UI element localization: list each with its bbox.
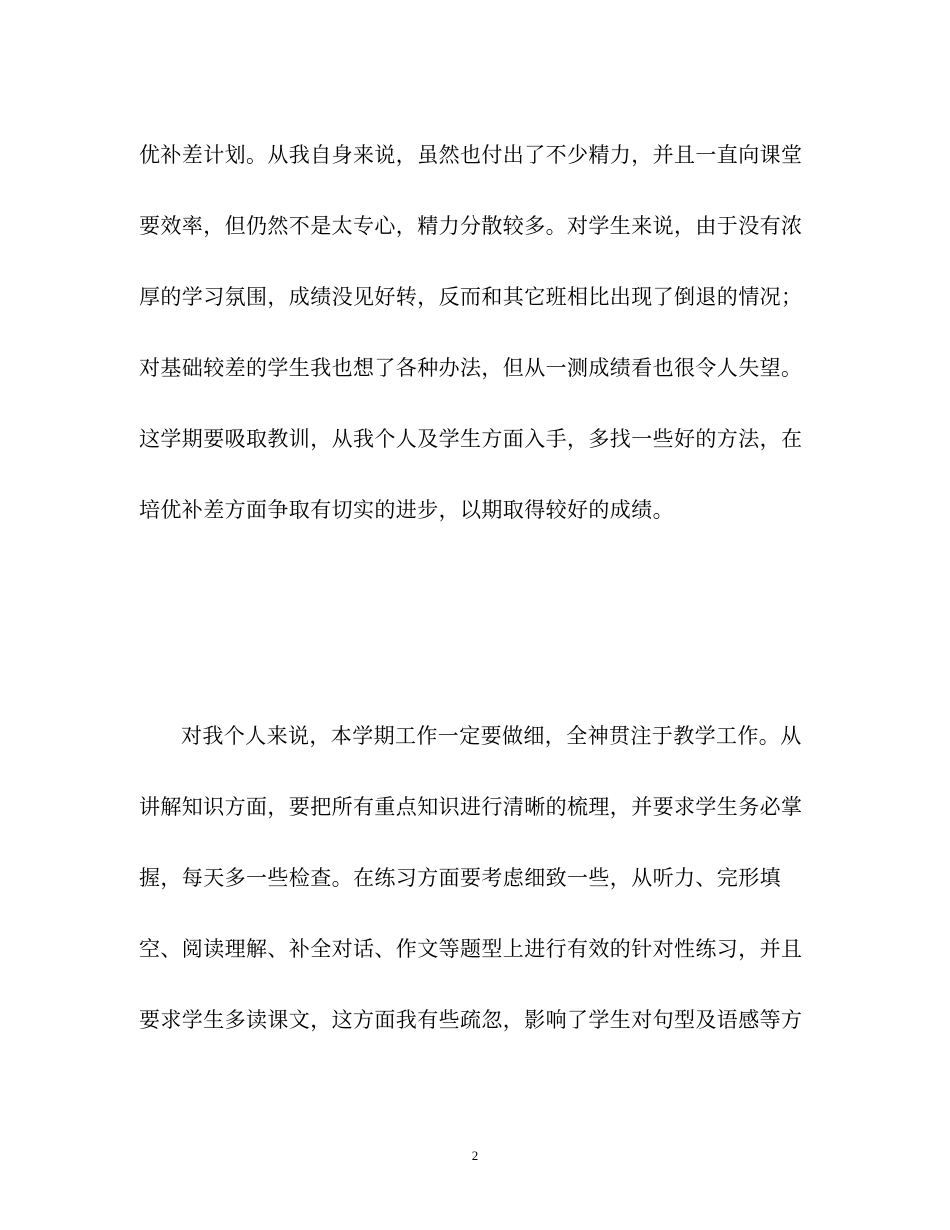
text-line: 厚的学习氛围，成绩没见好转，反而和其它班相比出现了倒退的情况； <box>139 285 803 309</box>
text-line: 对基础较差的学生我也想了各种办法，但从一测成绩看也很令人失望。 <box>139 356 803 380</box>
text-line: 这学期要吸取教训，从我个人及学生方面入手，多找一些好的方法，在 <box>139 427 803 451</box>
page-number: 2 <box>471 1148 479 1163</box>
text-line: 培优补差方面争取有切实的进步，以期取得较好的成绩。 <box>139 498 674 522</box>
text-line: 对我个人来说，本学期工作一定要做细，全神贯注于教学工作。从 <box>181 724 802 748</box>
text-line: 握，每天多一些检查。在练习方面要考虑细致一些，从听力、完形填 <box>139 866 781 890</box>
text-line: 空、阅读理解、补全对话、作文等题型上进行有效的针对性练习，并且 <box>139 937 803 961</box>
text-line: 讲解知识方面，要把所有重点知识进行清晰的梳理，并要求学生务必掌 <box>139 795 803 819</box>
text-line: 要求学生多读课文，这方面我有些疏忽，影响了学生对句型及语感等方 <box>139 1008 803 1032</box>
text-line: 要效率，但仍然不是太专心，精力分散较多。对学生来说，由于没有浓 <box>139 214 803 238</box>
text-line: 优补差计划。从我自身来说，虽然也付出了不少精力，并且一直向课堂 <box>139 143 803 167</box>
